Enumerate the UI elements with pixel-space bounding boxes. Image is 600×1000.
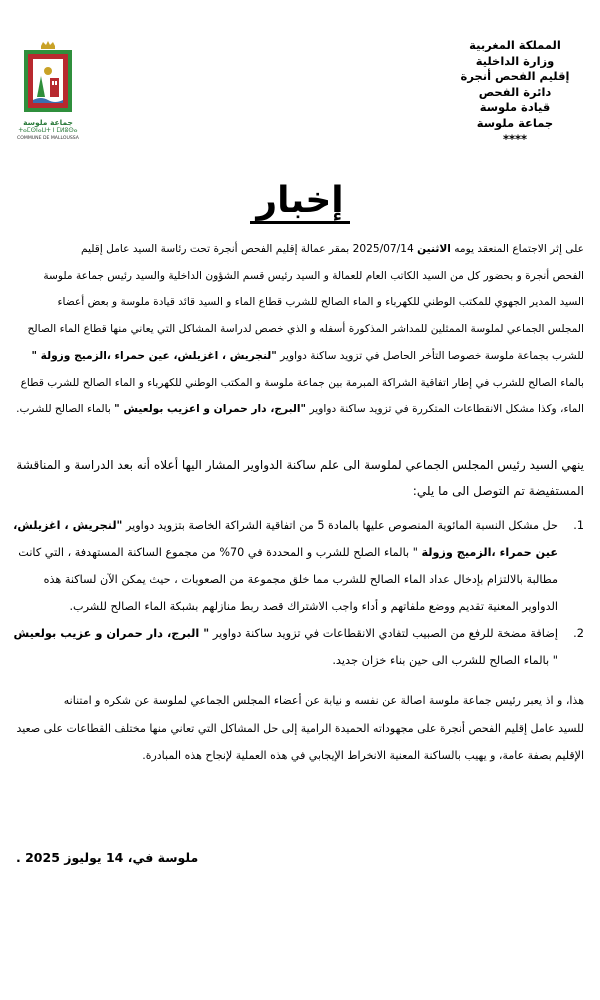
closing-paragraph: هذا، و اذ يعبر رئيس جماعة ملوسة اصالة عن نفسه و نيابة عن أعضاء المجلس الجماعي لملوسة عن شكره و امتنانه للسيد عامل إقليم الفحص أنجرة على مجهوداته الحميدة الرامية إلى حل المشاكل التي تعاني منها مختلف القطاعات على صعيد الإقليم بصفة عامة، و يهيب بالساكنة المعنية الانخراط الإيجابي في هذه العملية لإنجاح هذه المبادرة.	[16, 694, 584, 763]
logo-arabic-text: جماعة ملوسة	[23, 118, 73, 127]
header-line: دائرة الفحص	[478, 84, 552, 99]
discussion-paragraph: ينهي السيد رئيس المجلس الجماعي لملوسة الى علم ساكنة الدواوير المشار اليها أعلاه أنه بعد الدراسة و المناقشة المستفيضة تم التوصل الى ما يلي:	[16, 458, 584, 498]
document-title: إخبار	[0, 178, 600, 224]
logo-french-text: COMMUNE DE MALLOUSSA	[17, 136, 79, 141]
header-line: قيادة ملوسة	[479, 100, 551, 115]
document-date: ملوسة في، 14 يوليوز 2025 .	[16, 850, 199, 865]
header-line: ****	[502, 131, 528, 146]
header-line: إقليم الفحص أنجرة	[460, 69, 570, 84]
list-number: 2.	[573, 626, 584, 640]
commune-logo	[16, 40, 80, 142]
list-item: 1.حل مشكل النسبة المائوية المنصوص عليها بالمادة 5 من اتفاقية الشراكة الخاصة بتزويد دواوير "لنجريش ، اغزيلش، عين حمراء ،الزميج وزولة " بالماء الصلح للشرب و المحددة في 70% من مجموع الساكنة المستهدفة ، التي كانت مطالبة بالالتزام بإدخال عداد الماء الصالح للشرب مما خلق مجموعة من الصعوبات ، حيث يمكن الآن لساكنة هذه الدواوير المعنية تقديم ووضع ملفاتهم و أداء واجب الاشتراك قصد ربط منازلهم بشبكة الماء الصالح للشرب.	[13, 512, 584, 620]
header-line: المملكة المغربية	[469, 38, 561, 52]
list-number: 1.	[573, 519, 584, 532]
intro-paragraph: على إثر الاجتماع المنعقد يومه الاثنين 2025/07/14 بمقر عمالة إقليم الفحص أنجرة تحت رئاسة السيد عامل إقليم الفحص أنجرة و بحضور كل من السيد الكاتب العام للعمالة و السيد رئيس قسم الشؤون الداخلية والسيد رئيس جماعة ملوسة السيد المدير الجهوي للمكتب الوطني للكهرباء و الماء الصالح للشرب قطاع الماء و السيد قائد قيادة ملوسة و بعض أعضاء المجلس الجماعي لملوسة الممثلين للمداشر المذكورة أسفله و الذي خصص لدراسة المشاكل التي يعاني منها قطاع الماء الصالح للشرب بجماعة ملوسة خصوصا التأخر الحاصل في تزويد ساكنة دواوير "لنجريش ، اغزيلش، عين حمراء ،الزميج وزولة " بالماء الصالح للشرب في إطار اتفاقية الشراكة المبرمة بين جماعة ملوسة و المكتب الوطني للكهرباء و الماء الصالح للشرب قطاع الماء، وكذا مشكل الانقطاعات المتكررة في تزويد ساكنة دواوير "البرج، دار حمران و اعزيب بولعيش " بالماء الصالح للشرب.	[16, 242, 584, 416]
header-line: جماعة ملوسة	[476, 115, 554, 130]
logo-tifinagh-text: ⵜⴰⵎⵙⵏⴰⵡⵜ ⵏ ⵎⵍⵓⵙⴰ	[18, 127, 78, 134]
header-line: وزارة الداخلية	[475, 53, 555, 68]
commune-emblem-icon	[19, 40, 77, 116]
administrative-header	[440, 38, 590, 147]
list-item: 2.إضافة مضخة للرفع من الصبيب لتفادي الانقطاعات في تزويد ساكنة دواوير " البرج، دار حمران و عزيب بولعيش " بالماء الصالح للشرب الى حين بناء خزان جديد.	[14, 620, 584, 674]
